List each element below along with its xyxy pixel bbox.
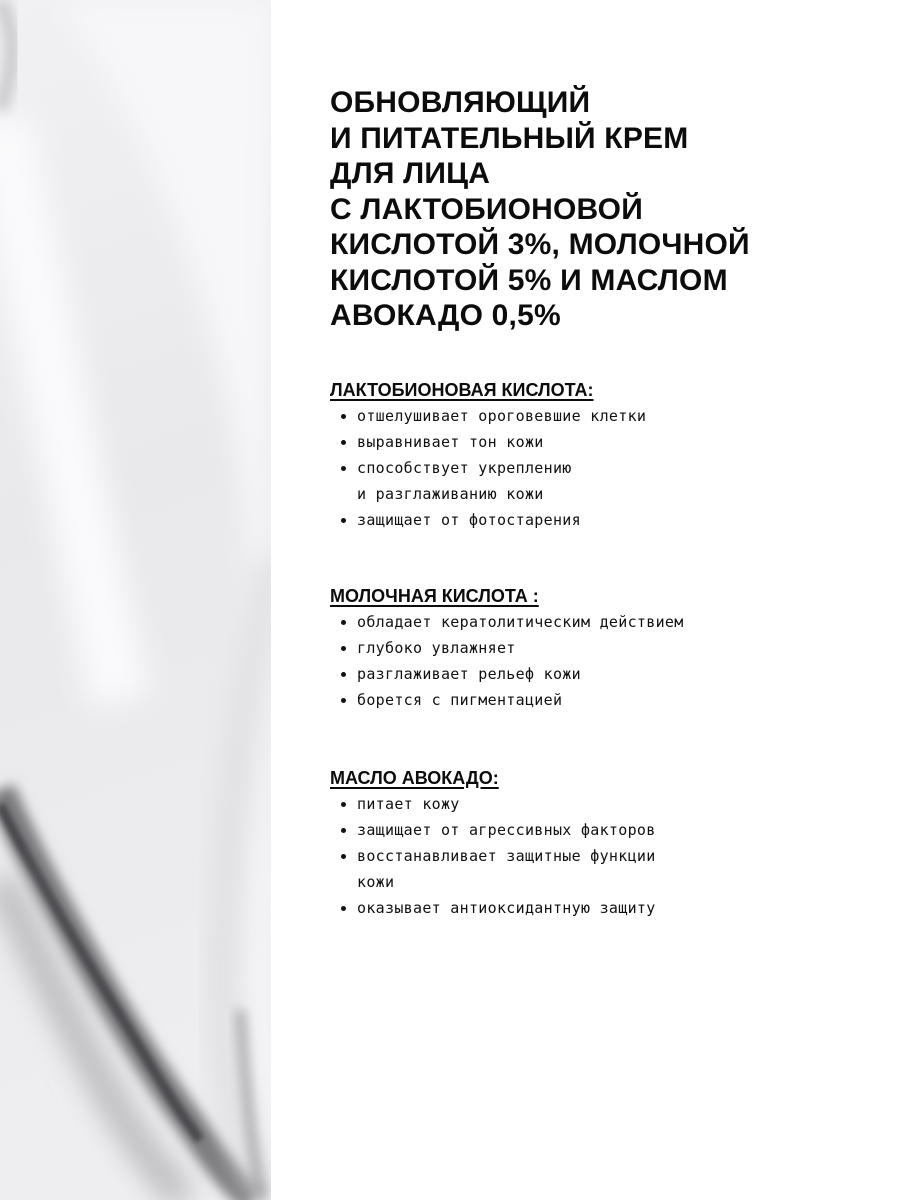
section-lactobionic-acid [330,377,870,533]
list-item: восстанавливает защитные функции кожи [330,843,870,895]
list-item: оказывает антиоксидантную защиту [330,895,870,921]
cream-texture-image [0,0,271,1200]
benefit-list [330,609,870,713]
section-heading: ЛАКТОБИОНОВАЯ КИСЛОТА: [330,379,594,400]
list-item: выравнивает тон кожи [330,429,870,455]
benefit-list [330,403,870,533]
list-item: отшелушивает ороговевшие клетки [330,403,870,429]
product-title: ОБНОВЛЯЮЩИЙ И ПИТАТЕЛЬНЫЙ КРЕМ ДЛЯ ЛИЦА С ЛАКТОБИОНОВОЙ КИСЛОТОЙ 3%, МОЛОЧНОЙ КИСЛОТОЙ 5% И МАСЛОМ АВОКАДО 0,5% [330,86,750,332]
list-item: питает кожу [330,791,870,817]
section-heading: МОЛОЧНАЯ КИСЛОТА : [330,585,539,606]
product-description [330,85,870,921]
list-item: обладает кератолитическим действием [330,609,870,635]
section-lactic-acid [330,583,870,713]
benefit-list [330,791,870,921]
list-item: защищает от фотостарения [330,507,870,533]
list-item: глубоко увлажняет [330,635,870,661]
list-item: разглаживает рельеф кожи [330,661,870,687]
list-item: способствует укреплению и разглаживанию кожи [330,455,870,507]
section-avocado-oil [330,765,870,921]
list-item: защищает от агрессивных факторов [330,817,870,843]
list-item: борется с пигментацией [330,687,870,713]
section-heading: МАСЛО АВОКАДО: [330,767,499,788]
cream-swirl-graphic [0,0,271,1200]
